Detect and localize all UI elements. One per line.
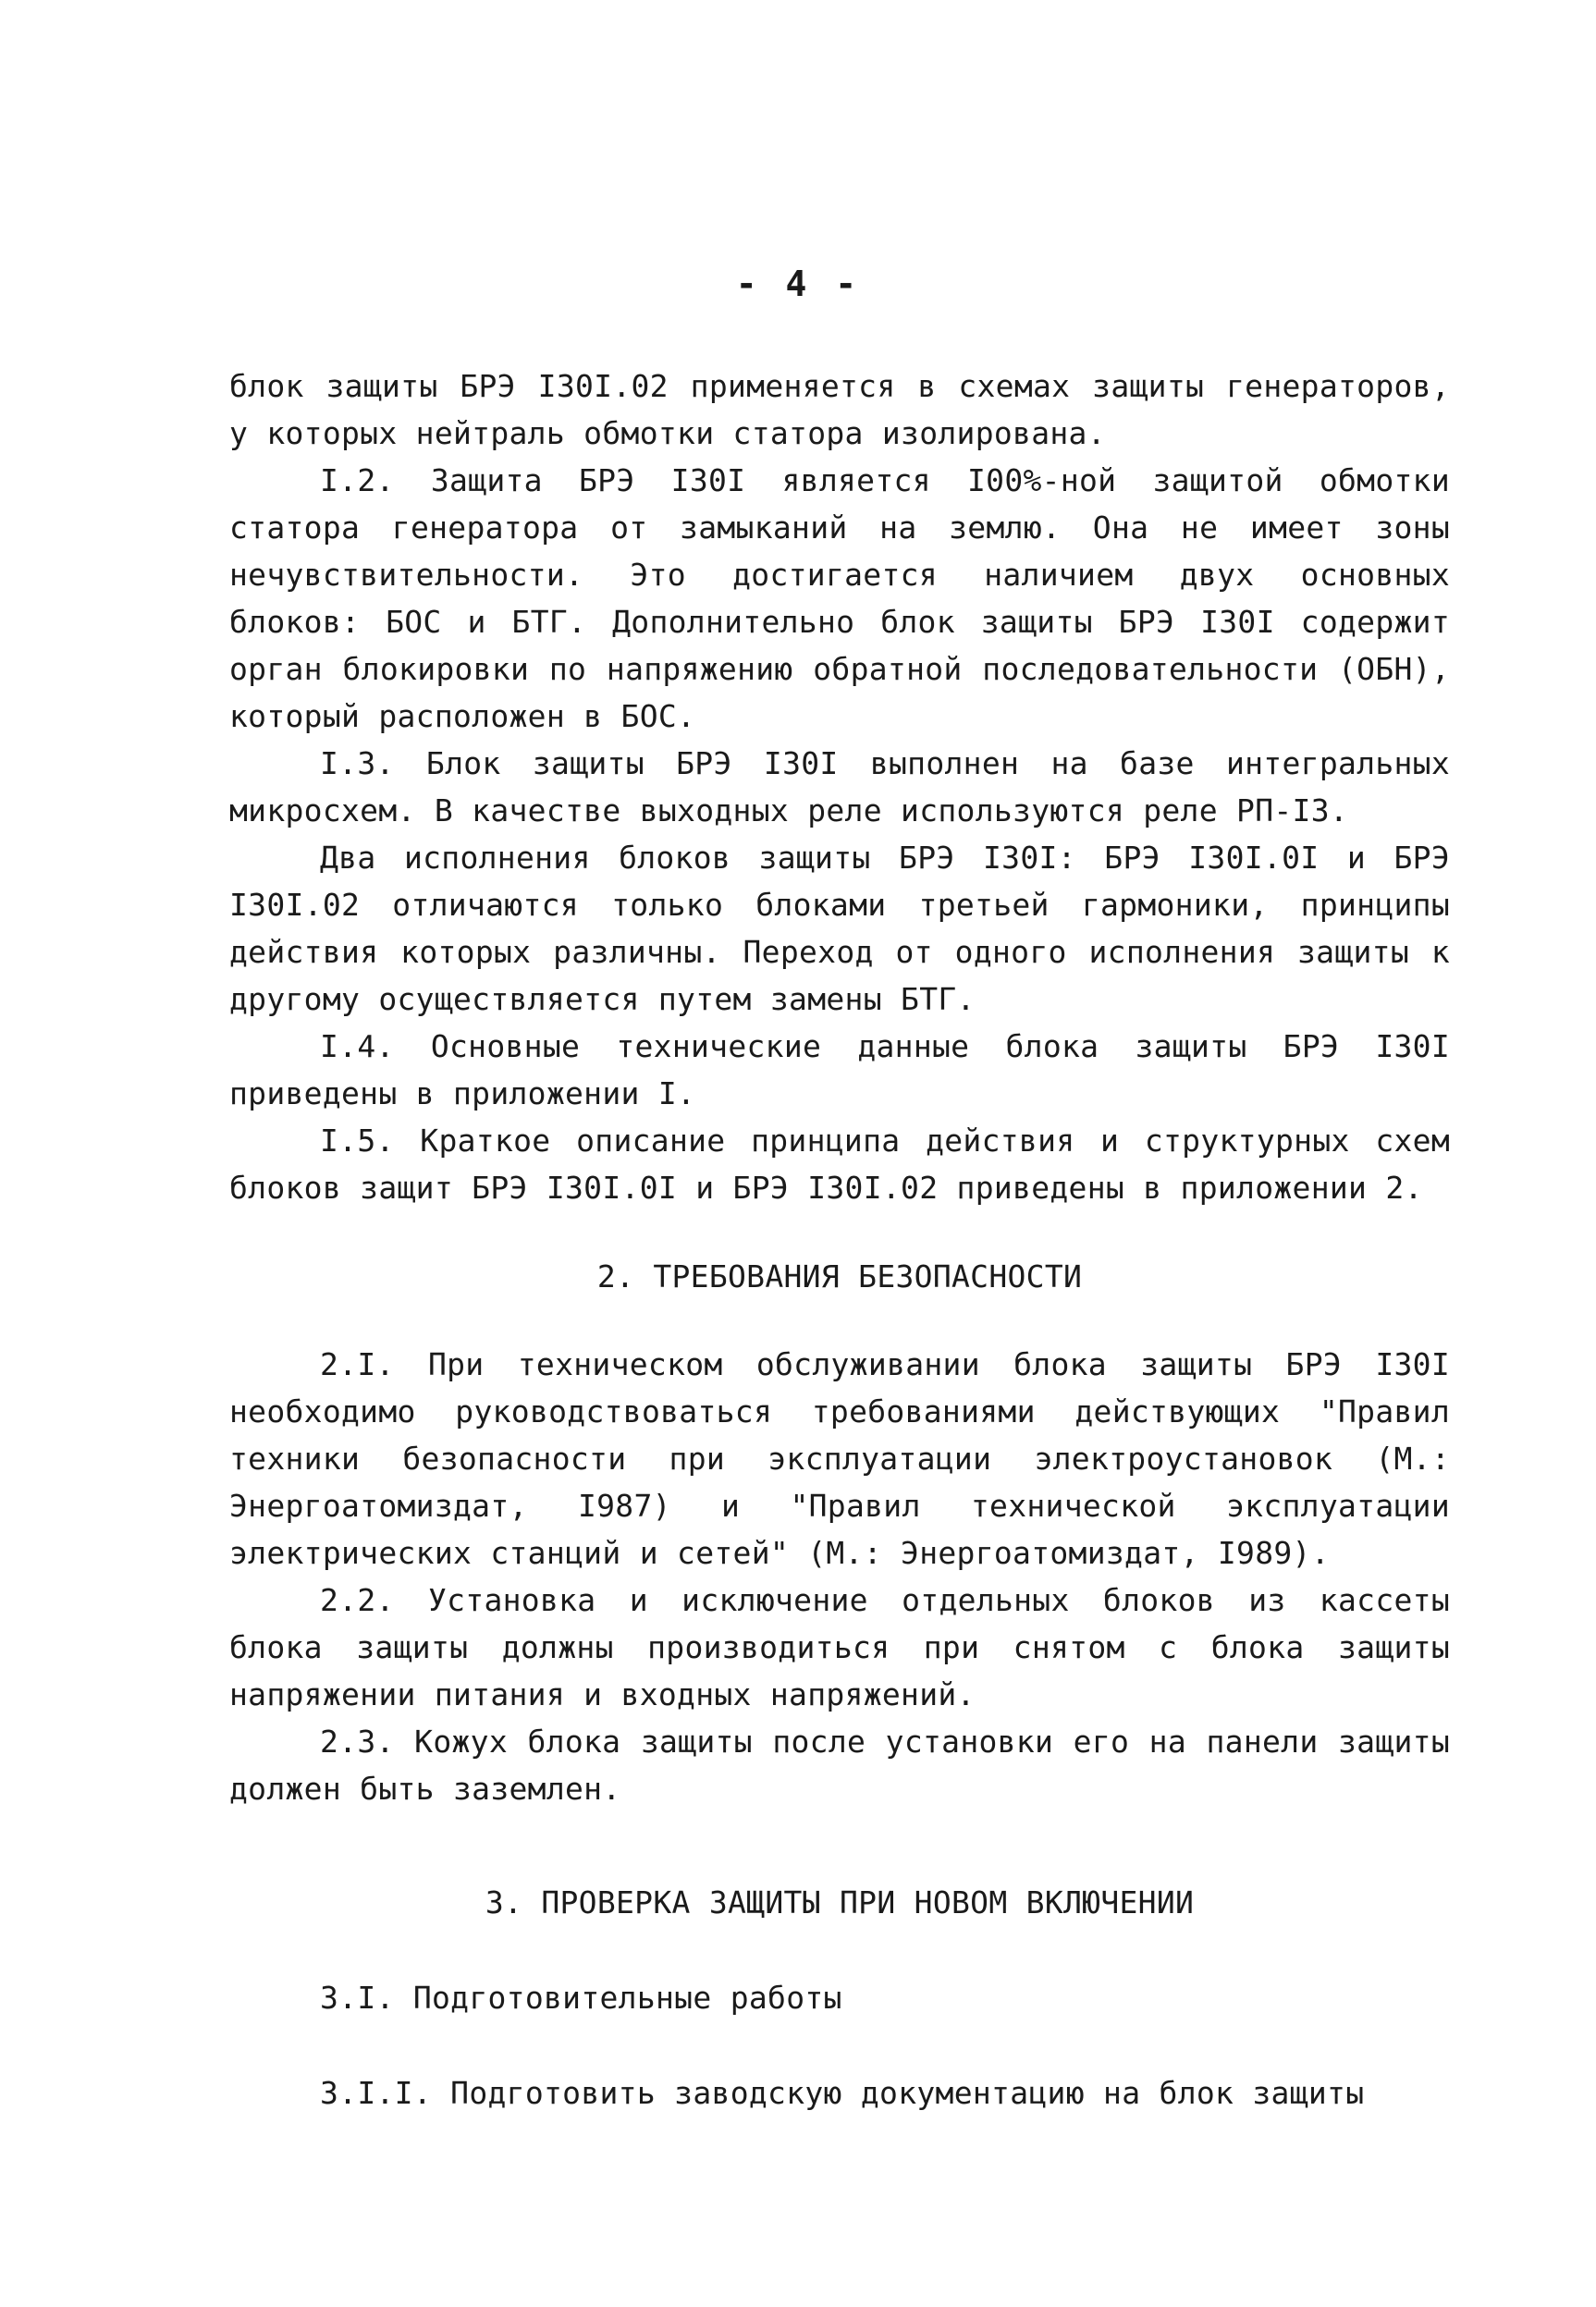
paragraph-intro-continuation: блок защиты БРЭ I30I.02 применяется в схемах защиты генераторов, у которых нейтраль обмотки статора изолирована. bbox=[229, 368, 1450, 451]
document-body bbox=[229, 362, 1450, 2117]
paragraph-1-4: I.4. Основные технические данные блока защиты БРЭ I30I приведены в приложении I. bbox=[229, 1028, 1450, 1111]
paragraph-3-1-1: 3.I.I. Подготовить заводскую документацию на блок защиты bbox=[320, 2075, 1365, 2111]
paragraph-2-2: 2.2. Установка и исключение отдельных блоков из кассеты блока защиты должны производиться при снятом с блока защиты напряжении питания и входных напряжений. bbox=[229, 1582, 1450, 1712]
paragraph-2-3: 2.3. Кожух блока защиты после установки его на панели защиты должен быть заземлен. bbox=[229, 1724, 1450, 1807]
paragraph-1-2: I.2. Защита БРЭ I30I является I00%-ной защитой обмотки статора генератора от замыканий на землю. Она не имеет зоны нечувствительности. Это достигается наличием двух основных блоков: БОС и БТГ. Дополнительно блок защиты БРЭ I30I содержит орган блокировки по напряжению обратной последовательности (ОБН), который расположен в БОС. bbox=[229, 462, 1450, 734]
subsection-3-1-heading: 3.I. Подготовительные работы bbox=[320, 1980, 842, 2016]
section-2-heading: 2. ТРЕБОВАНИЯ БЕЗОПАСНОСТИ bbox=[596, 1258, 1083, 1295]
paragraph-1-3: I.3. Блок защиты БРЭ I30I выполнен на базе интегральных микросхем. В качестве выходных реле используются реле РП-I3. bbox=[229, 745, 1450, 828]
paragraph-1-5: I.5. Краткое описание принципа действия и структурных схем блоков защит БРЭ I30I.0I и БРЭ I30I.02 приведены в приложении 2. bbox=[229, 1123, 1450, 1206]
paragraph-2-1: 2.I. При техническом обслуживании блока защиты БРЭ I30I необходимо руководствоваться требованиями действующих "Правил техники безопасности при эксплуатации электроустановок (М.: Энергоатомиздат, I987) и "Правил технической эксплуатации электрических станций и сетей" (М.: Энергоатомиздат, I989). bbox=[229, 1346, 1450, 1571]
paragraph-1-3-versions: Два исполнения блоков защиты БРЭ I30I: БРЭ I30I.0I и БРЭ I30I.02 отличаются только блоками третьей гармоники, принципы действия которых различны. Переход от одного исполнения защиты к другому осуществляется путем замены БТГ. bbox=[229, 840, 1450, 1017]
page-number: - 4 - bbox=[735, 264, 861, 304]
section-3-heading: 3. ПРОВЕРКА ЗАЩИТЫ ПРИ НОВОМ ВКЛЮЧЕНИИ bbox=[485, 1884, 1195, 1920]
